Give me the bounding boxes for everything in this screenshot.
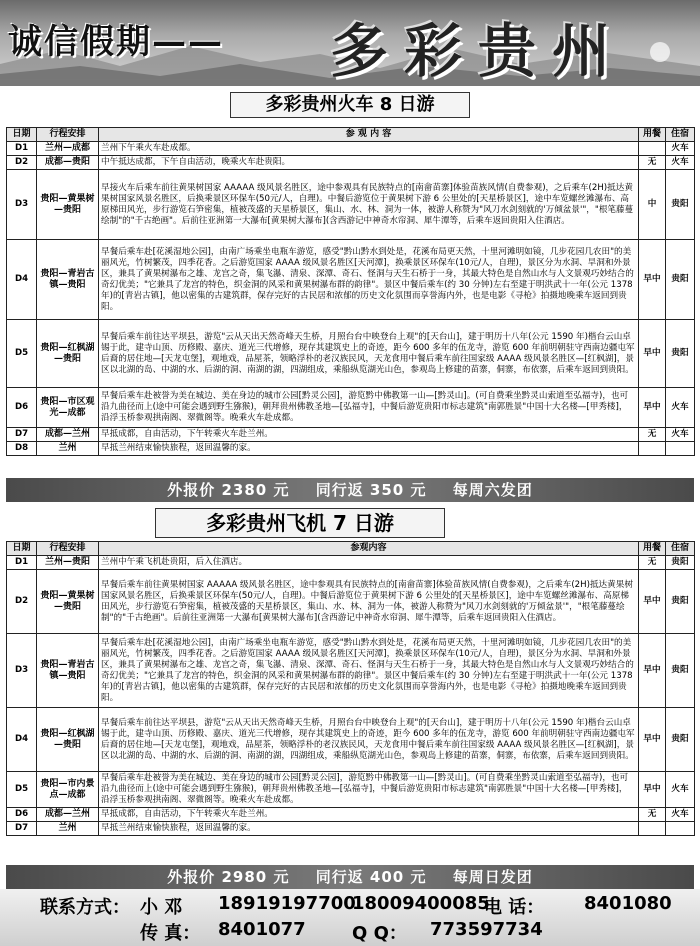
route-cell: 贵阳—黄果树—贵阳: [37, 570, 99, 634]
plane-departure: 每周日发团: [452, 868, 533, 886]
table-row: [7, 772, 695, 808]
train-departure: 每周六发团: [452, 481, 533, 499]
contact-person: 小 邓: [140, 897, 183, 918]
header-content: 参观内容: [99, 542, 639, 556]
route-cell: 兰州—成都: [37, 142, 99, 156]
day-cell: D2: [7, 570, 37, 634]
train-price-bar: [6, 478, 694, 502]
table-row: [7, 808, 695, 822]
header-route: 行程安排: [37, 128, 99, 142]
header-route: 行程安排: [37, 542, 99, 556]
train-price: 外报价 2380 元: [167, 481, 290, 499]
stay-cell: 火车: [666, 808, 695, 822]
route-cell: 贵阳—红枫湖—贵阳: [37, 320, 99, 388]
header-day: 日期: [7, 542, 37, 556]
plane-price-bar: [6, 865, 694, 889]
route-cell: 成都—兰州: [37, 808, 99, 822]
stay-cell: 贵阳: [666, 708, 695, 772]
meal-cell: 无: [639, 808, 666, 822]
route-cell: 兰州: [37, 822, 99, 836]
stay-cell: 火车: [666, 156, 695, 170]
stay-cell: 火车: [666, 142, 695, 156]
meal-cell: 无: [639, 428, 666, 442]
route-cell: 成都—兰州: [37, 428, 99, 442]
meal-cell: 早中: [639, 320, 666, 388]
desc-cell: 早餐后乘车前往达平坝县，游览"云从天出天然奇峰天生桥，月照台台中映登台上观"的[天台山]，建于明历十八年(公元 1590 年)楷台云山卓锡于此，建寺山顶、历修殿、嘉庆、道光三代增修，现存其建筑史上的奇迹，距今 600 多年的伍龙寺，游览 600 年前明朝驻守西南边疆屯军后裔的居住地—[天龙屯堡]，观地戏，品屋茶，领略浮朴的老汉族民风，天龙食用中餐后乘车前往国家级 AAAA 级风景名胜区—[红枫湖]，景区以北湖的岛、中湖的水、后湖的洞、南湖的湖，四湖组成，乘船纵览湖光山色，参观岛上修建的苗寨，侗寨，布依寨，后乘车返回到贵阳。: [99, 320, 639, 388]
train-return: 同行返 350 元: [315, 481, 427, 499]
meal-cell: 早中: [639, 240, 666, 320]
contact-mobile-2: 18009400085: [352, 893, 490, 914]
plane-tour-title: 多彩贵州飞机 7 日游: [155, 508, 445, 538]
contact-section: [0, 889, 700, 946]
meal-cell: 早中: [639, 708, 666, 772]
day-cell: D6: [7, 388, 37, 428]
stay-cell: 贵阳: [666, 170, 695, 240]
meal-cell: 早中: [639, 570, 666, 634]
desc-cell: 兰州下午乘火车赴成都。: [99, 142, 639, 156]
day-cell: D3: [7, 634, 37, 708]
train-itinerary-table: [6, 127, 695, 456]
meal-cell: 无: [639, 156, 666, 170]
header-meal: 用餐: [639, 128, 666, 142]
table-row: [7, 320, 695, 388]
meal-cell: 早中: [639, 388, 666, 428]
desc-cell: 早餐后乘车赴被誉为美在城边、美在身边的城市公园[黔灵公园]，游览黔中佛教第一山—[黔灵山]。(可自费乘坐黔灵山索道至弘福寺)，也可沿九曲径而上(途中可能会遇到野生猕猴)，朝拜贵州佛教圣地—[弘福寺]，中餐后游览贵阳市标志建筑"南郭胜景"中国十大名楼—[甲秀楼]，沿浮玉桥参观拱南阁、翠微阁等。晚乘火车赴成都。: [99, 388, 639, 428]
day-cell: D5: [7, 320, 37, 388]
day-cell: D8: [7, 442, 37, 456]
phone-label: 电 话：: [484, 897, 545, 918]
route-cell: 贵阳—青岩古镇—贵阳: [37, 634, 99, 708]
stay-cell: 贵阳: [666, 320, 695, 388]
day-cell: D2: [7, 156, 37, 170]
desc-cell: 中午抵达成都，下午自由活动，晚乘火车赴贵阳。: [99, 156, 639, 170]
phone-number: 8401080: [584, 893, 672, 914]
day-cell: D1: [7, 556, 37, 570]
stay-cell: [666, 442, 695, 456]
plane-return: 同行返 400 元: [315, 868, 427, 886]
desc-cell: 兰州中午乘飞机赴贵阳，后入住酒店。: [99, 556, 639, 570]
day-cell: D3: [7, 170, 37, 240]
day-cell: D4: [7, 708, 37, 772]
route-cell: 贵阳—青岩古镇—贵阳: [37, 240, 99, 320]
desc-cell: 早接火车后乘车前往黄果树国家 AAAAA 级风景名胜区，途中参观具有民族特点的[南畲苗寨]体验苗族风情(自费参观)，之后乘车(2H)抵达黄果树国家风景名胜区，后换乘景区环保车(50元/人，自理)。中餐后游览位于黄果树下游 6 公里处的[天星桥景区]，途中车览螺丝滩瀑布、高原梯田风光，步行游览石笋密集，植被茂盛的天星桥景区，集山、水、林、洞为一体，被游人称赞为"风刀水剑刻就的'万倾盆景'"，"根笔藤蔓绘制"的"千古绝画"。后前往亚洲第一大瀑布[黄果树大瀑布](含西游记中神奇水帘洞、犀牛潭等，后乘车返回贵阳入住酒店。: [99, 170, 639, 240]
qq-number: 773597734: [430, 919, 543, 940]
day-cell: D5: [7, 772, 37, 808]
table-row: [7, 634, 695, 708]
plane-price: 外报价 2980 元: [167, 868, 290, 886]
qq-label: Q Q：: [352, 923, 407, 944]
header-banner: [0, 0, 700, 86]
route-cell: 贵阳—黄果树—贵阳: [37, 170, 99, 240]
contact-label: 联系方式：: [40, 897, 130, 918]
day-cell: D7: [7, 822, 37, 836]
meal-cell: [639, 442, 666, 456]
table-row: [7, 156, 695, 170]
table-row: [7, 442, 695, 456]
table-row: [7, 170, 695, 240]
meal-cell: 无: [639, 556, 666, 570]
route-cell: 兰州: [37, 442, 99, 456]
stay-cell: 贵阳: [666, 556, 695, 570]
header-stay: 住宿: [666, 542, 695, 556]
stay-cell: 火车: [666, 428, 695, 442]
table-row: [7, 388, 695, 428]
desc-cell: 早餐后乘车赴被誉为美在城边、美在身边的城市公园[黔灵公园]，游览黔中佛教第一山—[黔灵山]。(可自费乘坐黔灵山索道至弘福寺)，也可沿九曲径而上(途中可能会遇到野生猕猴)，朝拜贵州佛教圣地—[弘福寺]，中餐后游览贵阳市标志建筑"南郭胜景"中国十大名楼—[甲秀楼]，沿浮玉桥参观拱南阁、翠微阁等。晚乘火车赴成都。: [99, 772, 639, 808]
meal-cell: 早中: [639, 634, 666, 708]
meal-cell: 早中: [639, 772, 666, 808]
desc-cell: 早餐后乘车赴[花溪湿地公园]，由南广场乘坐电瓶车游览，感受"黔山黔水到处是，花溪布局更天然，十里河滩明如镜，几步花园几农田"的美丽风光，竹树繁茂，四季花香。之后游览国家 AAAA 级风景名胜区[天河潭]，换乘景区环保车(10元/人，自理)，景区分为水洞、旱洞和外景区，兼具了黄果树瀑布之雄、龙宫之奇，集飞瀑、清泉、深潭、奇石、怪洞与天生石桥于一身，其最大特色是自然山水与人文景观巧妙结合的奇幻优美；"它兼具了龙宫的特色，织金洞的风采和黄果树瀑布群的韵律"。景区中餐后乘车(约 30 分钟)左右至建于明洪武十一年(公元 1378 年)的[青岩古镇]，他以密集的古建筑群，保存完好的古民居和浓郁的历史文化氛围而享誉海内外，也是电影《寻枪》拍摄地晚乘车返回到贵阳。: [99, 634, 639, 708]
table-header-row: [7, 128, 695, 142]
table-row: [7, 240, 695, 320]
table-row: [7, 708, 695, 772]
meal-cell: 中: [639, 170, 666, 240]
banner-title-left: 诚信假期——: [8, 22, 224, 62]
day-cell: D6: [7, 808, 37, 822]
route-cell: 贵阳—市区观光—成都: [37, 388, 99, 428]
meal-cell: [639, 822, 666, 836]
desc-cell: 早抵兰州结束愉快旅程，返回温馨的家。: [99, 442, 639, 456]
table-row: [7, 556, 695, 570]
route-cell: 贵阳—红枫湖—贵阳: [37, 708, 99, 772]
desc-cell: 早餐后乘车前往达平坝县，游览"云从天出天然奇峰天生桥，月照台台中映登台上观"的[天台山]，建于明历十八年(公元 1590 年)楷台云山卓锡于此，建寺山顶、历修殿、嘉庆、道光三代增修，现存其建筑史上的奇迹，距今 600 多年的伍龙寺，游览 600 年前明朝驻守西南边疆屯军后裔的居住地—[天龙屯堡]，观地戏，品屋茶，领略浮朴的老汉族民风，天龙食用中餐后乘车前往国家级 AAAA 级风景名胜区—[红枫湖]，景区以北湖的岛、中湖的水、后湖的洞、南湖的湖，四湖组成，乘船纵览湖光山色，参观岛上修建的苗寨，侗寨，布依寨，后乘车返回到贵阳。: [99, 708, 639, 772]
fax-label: 传 真：: [140, 923, 201, 944]
desc-cell: 早抵成都，自由活动，下午转乘火车赴兰州。: [99, 808, 639, 822]
stay-cell: 火车: [666, 772, 695, 808]
route-cell: 成都—贵阳: [37, 156, 99, 170]
table-row: [7, 570, 695, 634]
stay-cell: 贵阳: [666, 634, 695, 708]
header-stay: 住宿: [666, 128, 695, 142]
header-content: 参 观 内 容: [99, 128, 639, 142]
contact-mobile-1: 18919197700: [218, 893, 356, 914]
route-cell: 兰州—贵阳: [37, 556, 99, 570]
desc-cell: 早抵兰州结束愉快旅程，返回温馨的家。: [99, 822, 639, 836]
route-cell: 贵阳—市内景点—成都: [37, 772, 99, 808]
desc-cell: 早抵成都，自由活动，下午转乘火车赴兰州。: [99, 428, 639, 442]
stay-cell: 贵阳: [666, 570, 695, 634]
fax-number: 8401077: [218, 919, 306, 940]
table-row: [7, 822, 695, 836]
table-header-row: [7, 542, 695, 556]
stay-cell: 火车: [666, 388, 695, 428]
table-row: [7, 428, 695, 442]
banner-title-right: 多彩贵州: [330, 17, 627, 85]
day-cell: D1: [7, 142, 37, 156]
day-cell: D7: [7, 428, 37, 442]
plane-itinerary-table: [6, 541, 695, 836]
desc-cell: 早餐后乘车前往黄果树国家 AAAAA 级风景名胜区，途中参观具有民族特点的[南畲苗寨]体验苗族风情(自费参观)，之后乘车(2H)抵达黄果树国家风景名胜区，后换乘景区环保车(50元/人，自理)。中餐后游览位于黄果树下游 6 公里处的[天星桥景区]，途中车览螺丝滩瀑布、高原梯田风光，步行游览石笋密集，植被茂盛的天星桥景区，集山、水、林、洞为一体，被游人称赞为"风刀水剑刻就的'万倾盆景'"，"根笔藤蔓绘制"的"千古绝画"。后前往亚洲第一大瀑布[黄果树大瀑布](含西游记中神奇水帘洞、犀牛潭等，后乘车返回贵阳入住酒店。: [99, 570, 639, 634]
header-day: 日期: [7, 128, 37, 142]
stay-cell: 贵阳: [666, 240, 695, 320]
day-cell: D4: [7, 240, 37, 320]
desc-cell: 早餐后乘车赴[花溪湿地公园]，由南广场乘坐电瓶车游览，感受"黔山黔水到处是，花溪布局更天然，十里河滩明如镜，几步花园几农田"的美丽风光，竹树繁茂，四季花香。之后游览国家 AAAA 级风景名胜区[天河潭]，换乘景区环保车(10元/人，自理)，景区分为水洞、旱洞和外景区，兼具了黄果树瀑布之雄、龙宫之奇，集飞瀑、清泉、深潭、奇石、怪洞与天生石桥于一身，其最大特色是自然山水与人文景观巧妙结合的奇幻优美；"它兼具了龙宫的特色，织金洞的风采和黄果树瀑布群的韵律"。景区中餐后乘车(约 30 分钟)左右至建于明洪武十一年(公元 1378 年)的[青岩古镇]，他以密集的古建筑群，保存完好的古民居和浓郁的历史文化氛围而享誉海内外，也是电影《寻枪》拍摄地晚乘车返回到贵阳。: [99, 240, 639, 320]
header-meal: 用餐: [639, 542, 666, 556]
meal-cell: [639, 142, 666, 156]
stay-cell: [666, 822, 695, 836]
table-row: [7, 142, 695, 156]
train-tour-title: 多彩贵州火车 8 日游: [230, 92, 470, 118]
